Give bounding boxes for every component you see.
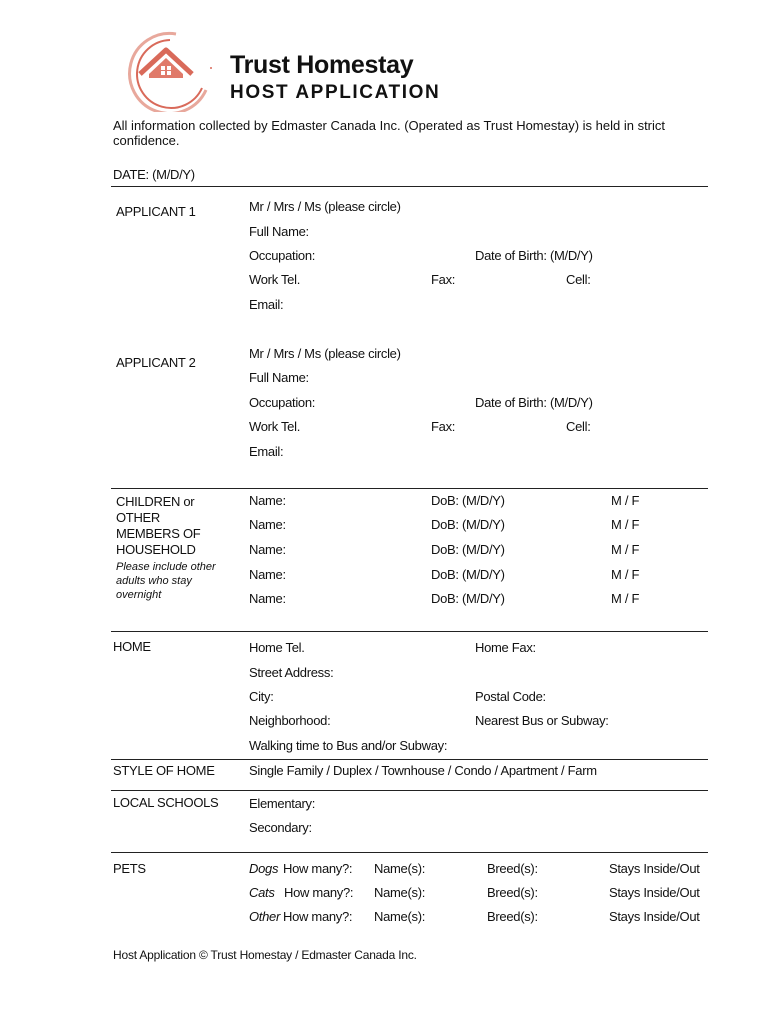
street-address[interactable]: Street Address:	[249, 665, 334, 680]
member-sex[interactable]: M / F	[611, 591, 640, 606]
applicant1-full-name[interactable]: Full Name:	[249, 224, 309, 239]
pet-how-many[interactable]: How many?:	[284, 885, 354, 900]
applicant2-full-name[interactable]: Full Name:	[249, 370, 309, 385]
style-options[interactable]: Single Family / Duplex / Townhouse / Condo / Apartment / Farm	[249, 763, 597, 778]
applicant1-fax[interactable]: Fax:	[431, 272, 456, 287]
logo	[118, 28, 218, 112]
applicant2-cell[interactable]: Cell:	[566, 419, 591, 434]
divider	[111, 759, 708, 760]
pet-kind: Other	[249, 909, 281, 924]
member-name[interactable]: Name:	[249, 542, 286, 557]
applicant2-fax[interactable]: Fax:	[431, 419, 456, 434]
member-sex[interactable]: M / F	[611, 567, 640, 582]
member-dob[interactable]: DoB: (M/D/Y)	[431, 493, 505, 508]
pet-breeds[interactable]: Breed(s):	[487, 909, 538, 924]
pet-stays[interactable]: Stays Inside/Out	[609, 861, 700, 876]
style-heading: STYLE OF HOME	[113, 763, 215, 778]
divider	[111, 186, 708, 187]
member-dob[interactable]: DoB: (M/D/Y)	[431, 591, 505, 606]
applicant2-heading: APPLICANT 2	[116, 355, 196, 370]
member-sex[interactable]: M / F	[611, 493, 640, 508]
member-dob[interactable]: DoB: (M/D/Y)	[431, 517, 505, 532]
intro-text: All information collected by Edmaster Canada Inc. (Operated as Trust Homestay) is held in strict confidence.	[113, 118, 666, 148]
page-title: Trust Homestay	[230, 51, 414, 79]
home-heading: HOME	[113, 639, 151, 654]
home-tel[interactable]: Home Tel.	[249, 640, 305, 655]
pet-stays[interactable]: Stays Inside/Out	[609, 885, 700, 900]
pet-names[interactable]: Name(s):	[374, 861, 426, 876]
applicant1-email[interactable]: Email:	[249, 297, 284, 312]
member-name[interactable]: Name:	[249, 567, 286, 582]
neighborhood[interactable]: Neighborhood:	[249, 713, 331, 728]
member-dob[interactable]: DoB: (M/D/Y)	[431, 542, 505, 557]
pets-heading: PETS	[113, 861, 146, 876]
applicant2-dob[interactable]: Date of Birth: (M/D/Y)	[475, 395, 593, 410]
postal-code[interactable]: Postal Code:	[475, 689, 546, 704]
member-dob[interactable]: DoB: (M/D/Y)	[431, 567, 505, 582]
divider	[111, 852, 708, 853]
applicant2-email[interactable]: Email:	[249, 444, 284, 459]
home-fax[interactable]: Home Fax:	[475, 640, 536, 655]
household-heading: CHILDREN or OTHER MEMBERS OF HOUSEHOLD	[116, 494, 201, 557]
pet-breeds[interactable]: Breed(s):	[487, 885, 538, 900]
secondary-school[interactable]: Secondary:	[249, 820, 312, 835]
applicant2-salutation[interactable]: Mr / Mrs / Ms (please circle)	[249, 346, 401, 361]
pet-how-many[interactable]: How many?:	[283, 861, 353, 876]
divider	[111, 631, 708, 632]
applicant1-dob[interactable]: Date of Birth: (M/D/Y)	[475, 248, 593, 263]
city[interactable]: City:	[249, 689, 274, 704]
pet-kind: Dogs	[249, 861, 279, 876]
nearest-transit[interactable]: Nearest Bus or Subway:	[475, 713, 609, 728]
applicant1-heading: APPLICANT 1	[116, 204, 196, 219]
divider	[111, 488, 708, 489]
applicant1-cell[interactable]: Cell:	[566, 272, 591, 287]
house-icon	[118, 28, 218, 112]
page-subtitle: HOST APPLICATION	[230, 82, 441, 103]
pet-stays[interactable]: Stays Inside/Out	[609, 909, 700, 924]
member-sex[interactable]: M / F	[611, 517, 640, 532]
member-name[interactable]: Name:	[249, 493, 286, 508]
applicant1-salutation[interactable]: Mr / Mrs / Ms (please circle)	[249, 199, 401, 214]
pet-kind: Cats	[249, 885, 275, 900]
elementary-school[interactable]: Elementary:	[249, 796, 316, 811]
divider	[111, 790, 708, 791]
date-field[interactable]: DATE: (M/D/Y)	[113, 167, 195, 182]
applicant1-occupation[interactable]: Occupation:	[249, 248, 316, 263]
member-name[interactable]: Name:	[249, 517, 286, 532]
applicant2-occupation[interactable]: Occupation:	[249, 395, 316, 410]
footer: Host Application © Trust Homestay / Edmaster Canada Inc.	[113, 948, 417, 962]
member-name[interactable]: Name:	[249, 591, 286, 606]
member-sex[interactable]: M / F	[611, 542, 640, 557]
applicant2-work-tel[interactable]: Work Tel.	[249, 419, 301, 434]
pet-names[interactable]: Name(s):	[374, 885, 426, 900]
schools-heading: LOCAL SCHOOLS	[113, 795, 219, 810]
pet-breeds[interactable]: Breed(s):	[487, 861, 538, 876]
applicant1-work-tel[interactable]: Work Tel.	[249, 272, 301, 287]
pet-names[interactable]: Name(s):	[374, 909, 426, 924]
walking-time[interactable]: Walking time to Bus and/or Subway:	[249, 738, 448, 753]
pet-how-many[interactable]: How many?:	[283, 909, 353, 924]
household-note: Please include other adults who stay overnight	[116, 561, 216, 601]
